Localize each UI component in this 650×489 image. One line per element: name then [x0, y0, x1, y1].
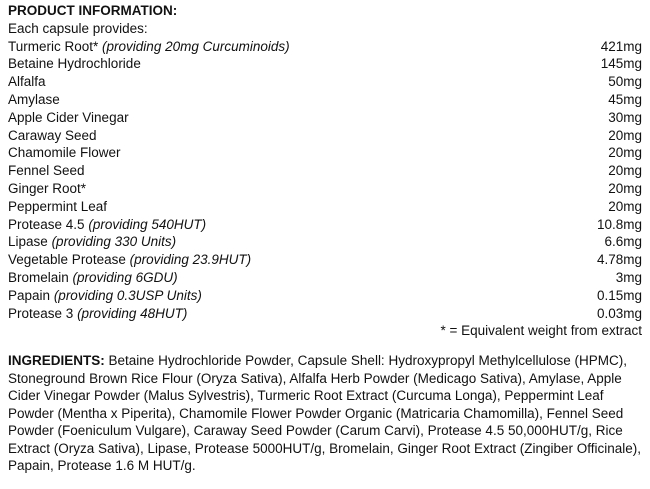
nutrient-name-text: Amylase — [8, 91, 60, 107]
nutrient-name — [8, 55, 141, 73]
nutrient-amount: 45mg — [608, 91, 642, 107]
nutrient-name — [8, 73, 46, 91]
nutrient-amount: 4.78mg — [596, 252, 642, 268]
nutrient-name — [8, 198, 107, 216]
nutrient-amount: 30mg — [608, 109, 642, 125]
nutrient-note: (providing 330 Units) — [51, 234, 177, 250]
nutrient-name — [8, 233, 176, 251]
nutrient-row — [8, 91, 642, 109]
nutrient-name-text: Fennel Seed — [8, 163, 85, 179]
ingredients-heading: INGREDIENTS: — [8, 353, 105, 369]
nutrient-row — [8, 233, 642, 251]
nutrient-name-text: Bromelain — [8, 269, 69, 285]
footnote: * = Equivalent weight from extract — [440, 323, 642, 339]
nutrient-name — [8, 144, 121, 162]
nutrient-name-text: Ginger Root* — [8, 180, 87, 196]
nutrient-row — [8, 198, 642, 216]
nutrient-amount: 50mg — [608, 74, 642, 90]
nutrient-name-text: Protease 3 — [8, 305, 74, 321]
nutrient-name — [8, 180, 86, 198]
nutrient-name-text: Vegetable Protease — [8, 252, 126, 268]
nutrient-row — [8, 144, 642, 162]
nutrient-row — [8, 180, 642, 198]
nutrient-table — [8, 38, 642, 323]
nutrient-amount: 20mg — [608, 180, 642, 196]
ingredients-text: Betaine Hydrochloride Powder, Capsule Shell: Hydroxypropyl Methylcellulose (HPMC), Stoneground Brown Rice Flour (Oryza Sativa), Alfalfa Herb Powder (Medicago Sativa), Amylase, Apple Cider Vinegar Powder (Malus Sylvestris), Turmeric Root Extract (Curcuma Longa), Peppermint Leaf Powder (Mentha x Piperita), Chamomile Flower Powder Organic (Matricaria Chamomilla), Fennel Seed Powder (Foeniculum Vulgare), Caraway Seed Powder (Carum Carvi), Protease 4.5 50,000HUT/g, Rice Extract (Oryza Sativa), Lipase, Protease 5000HUT/g, Bromelain, Ginger Root Extract (Zingiber Officinale), Papain, Protease 1.6 M HUT/g. — [8, 353, 642, 474]
nutrient-note: (providing 540HUT) — [88, 216, 207, 232]
nutrient-name — [8, 38, 290, 56]
nutrient-amount: 20mg — [608, 145, 642, 161]
nutrient-amount: 6.6mg — [604, 234, 642, 250]
nutrient-name-text: Caraway Seed — [8, 127, 97, 143]
nutrient-row — [8, 162, 642, 180]
nutrient-name-text: Alfalfa — [8, 74, 46, 90]
nutrient-note: (providing 6GDU) — [72, 269, 178, 285]
nutrient-amount: 10.8mg — [596, 216, 642, 232]
nutrient-amount: 0.03mg — [596, 305, 642, 321]
nutrient-name-text: Turmeric Root* — [8, 38, 99, 54]
nutrient-row — [8, 38, 642, 56]
nutrient-name — [8, 269, 178, 287]
ingredients-block — [8, 352, 642, 475]
nutrient-amount: 0.15mg — [596, 287, 642, 303]
nutrient-name — [8, 287, 202, 305]
nutrient-row — [8, 216, 642, 234]
nutrient-note: (providing 20mg Curcuminoids) — [102, 38, 290, 54]
nutrient-name-text: Betaine Hydrochloride — [8, 56, 141, 72]
nutrient-name-text: Peppermint Leaf — [8, 198, 108, 214]
nutrient-row — [8, 251, 642, 269]
nutrient-row — [8, 269, 642, 287]
product-info-heading: PRODUCT INFORMATION: — [8, 3, 178, 18]
nutrient-amount: 20mg — [608, 163, 642, 179]
nutrient-name-text: Protease 4.5 — [8, 216, 85, 232]
nutrient-name — [8, 162, 85, 180]
nutrient-amount: 145mg — [600, 56, 642, 72]
nutrient-name — [8, 127, 97, 145]
product-info-intro: Each capsule provides: — [8, 20, 148, 36]
nutrient-row — [8, 127, 642, 145]
nutrient-note: (providing 48HUT) — [77, 305, 188, 321]
nutrient-amount: 421mg — [600, 38, 642, 54]
nutrient-name-text: Chamomile Flower — [8, 145, 121, 161]
nutrient-name — [8, 251, 251, 269]
nutrient-name — [8, 216, 206, 234]
nutrient-note: (providing 23.9HUT) — [129, 252, 252, 268]
nutrient-row — [8, 109, 642, 127]
nutrient-name-text: Papain — [8, 287, 51, 303]
nutrient-name-text: Lipase — [8, 234, 48, 250]
nutrient-row — [8, 73, 642, 91]
nutrient-name — [8, 91, 60, 109]
nutrient-row — [8, 305, 642, 323]
nutrient-row — [8, 55, 642, 73]
nutrient-row — [8, 287, 642, 305]
nutrient-name — [8, 109, 129, 127]
nutrient-amount: 20mg — [608, 127, 642, 143]
product-label — [8, 2, 642, 475]
nutrient-name-text: Apple Cider Vinegar — [8, 109, 129, 125]
nutrient-note: (providing 0.3USP Units) — [53, 287, 202, 303]
nutrient-amount: 20mg — [608, 198, 642, 214]
nutrient-amount: 3mg — [615, 269, 642, 285]
nutrient-name — [8, 305, 187, 323]
